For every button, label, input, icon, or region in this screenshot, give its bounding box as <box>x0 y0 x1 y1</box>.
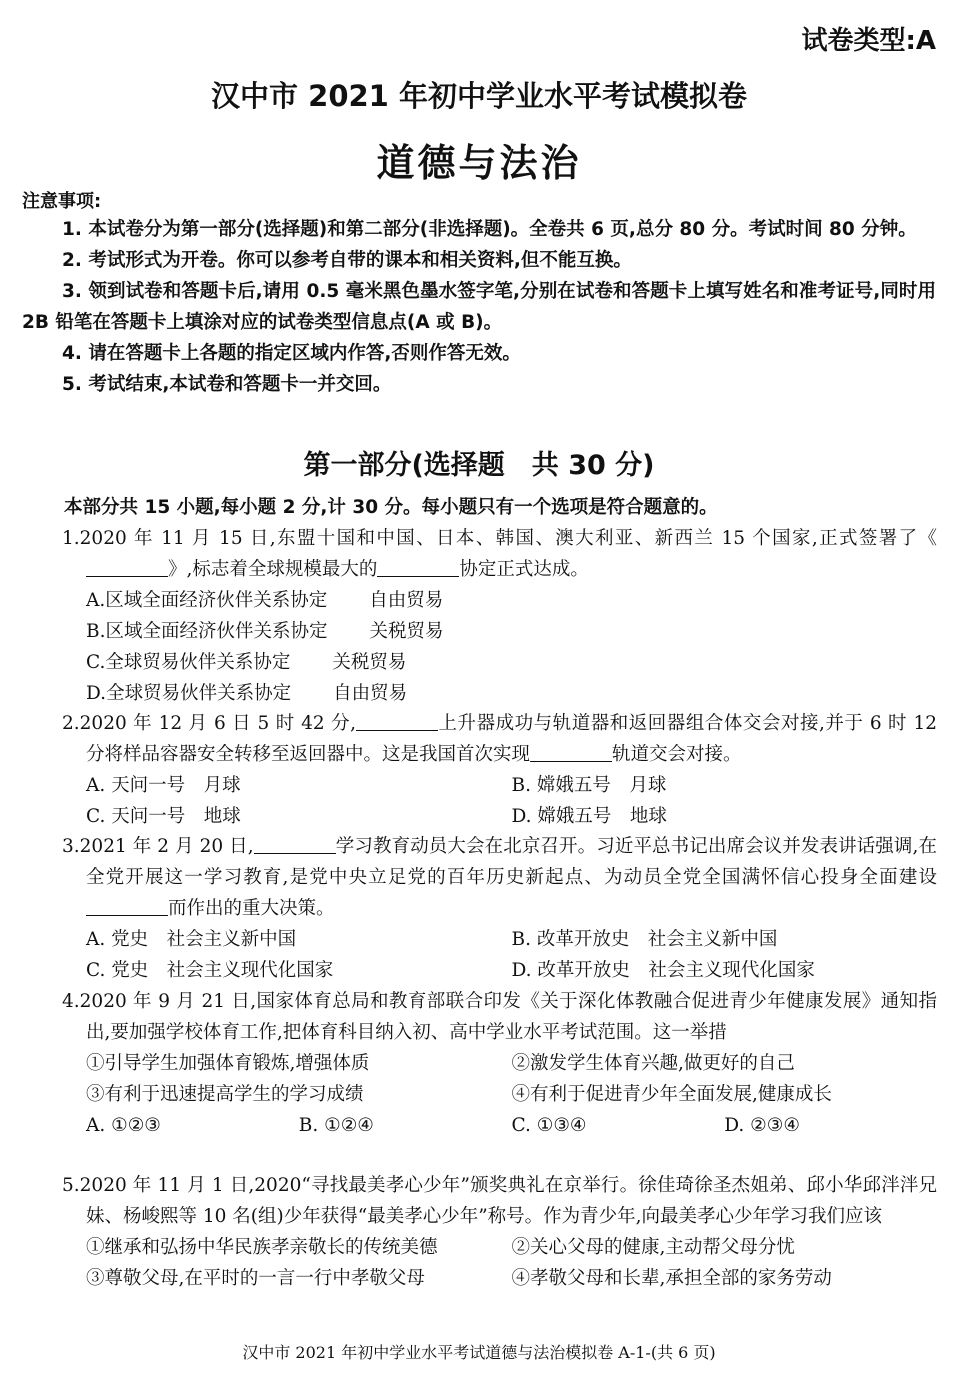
notice-item: 1. 本试卷分为第一部分(选择题)和第二部分(非选择题)。全卷共 6 页,总分 80 分。考试时间 80 分钟。 <box>62 219 917 240</box>
statement-row <box>62 1048 937 1079</box>
statement-row <box>62 1079 937 1110</box>
option-b: B. 嫦娥五号 月球 <box>511 775 667 796</box>
exam-title: 汉中市 2021 年初中学业水平考试模拟卷 <box>211 79 747 113</box>
notice-item: 2. 考试形式为开卷。你可以参考自带的课本和相关资料,但不能互换。 <box>62 250 632 271</box>
statement-1: ①继承和弘扬中华民族孝亲敬长的传统美德 <box>86 1237 438 1258</box>
option-d: D. 嫦娥五号 地球 <box>511 806 667 827</box>
statement-4: ④有利于促进青少年全面发展,健康成长 <box>511 1084 832 1105</box>
statement-3: ③尊敬父母,在平时的一言一行中孝敬父母 <box>86 1268 425 1289</box>
question-2 <box>62 708 937 832</box>
statement-1: ①引导学生加强体育锻炼,增强体质 <box>86 1053 370 1074</box>
question-3 <box>62 831 937 986</box>
notice-item: 3. 领到试卷和答题卡后,请用 0.5 毫米黑色墨水签字笔,分别在试卷和答题卡上填写姓名和准考证号,同时用 2B 铅笔在答题卡上填涂对应的试卷类型信息点(A 或 B)。 <box>22 281 936 333</box>
option-row <box>62 924 937 955</box>
question-stem: 4.2020 年 9 月 21 日,国家体育总局和教育部联合印发《关于深化体教融合促进青少年健康发展》通知指出,要加强学校体育工作,把体育科目纳入初、高中学业水平考试范围。这一举措 <box>62 991 937 1043</box>
answer-blank <box>254 833 336 854</box>
option-c: C. 党史 社会主义现代化国家 <box>86 960 334 981</box>
option-a: A. 党史 社会主义新中国 <box>86 929 297 950</box>
option-row <box>62 770 937 801</box>
statement-row <box>62 1232 937 1263</box>
question-stem: 5.2020 年 11 月 1 日,2020“寻找最美孝心少年”颁奖典礼在京举行。徐佳琦徐圣杰姐弟、邱小华邱泮泮兄妹、杨峻熙等 10 名(组)少年获得“最美孝心少年”称号。作为青少年,向最美孝心少年学习我们应该 <box>62 1175 937 1227</box>
option-row <box>62 1110 937 1141</box>
option-d: D. ②③④ <box>724 1115 800 1136</box>
option-a: A. ①②③ <box>86 1115 161 1136</box>
answer-blank <box>530 741 612 762</box>
subject-title: 道德与法治 <box>376 141 582 185</box>
notice-item: 5. 考试结束,本试卷和答题卡一并交回。 <box>62 374 392 395</box>
option-row <box>62 955 937 986</box>
option-b: B. ①②④ <box>298 1115 374 1136</box>
option-c: C. 天问一号 地球 <box>86 806 241 827</box>
paper-type-label: 试卷类型:A <box>801 26 936 56</box>
option-row <box>62 801 937 832</box>
statement-row <box>62 1263 937 1294</box>
question-stem: 2.2020 年 12 月 6 日 5 时 42 分, 上升器成功与轨道器和返回器组合体交会对接,并于 6 时 12 分将样品容器安全转移至返回器中。这是我国首次实现 轨道交会对接。 <box>62 708 937 770</box>
question-stem: 3.2021 年 2 月 20 日, 学习教育动员大会在北京召开。习近平总书记出席会议并发表讲话强调,在全党开展这一学习教育,是党中央立足党的百年历史新起点、为动员全党全国满怀信心投身全面建设而作出的重大决策。 <box>62 831 937 924</box>
option-b: B. 改革开放史 社会主义新中国 <box>511 929 778 950</box>
part1-description: 本部分共 15 小题,每小题 2 分,计 30 分。每小题只有一个选项是符合题意的。 <box>64 497 718 518</box>
question-1 <box>62 523 937 709</box>
notice-item: 4. 请在答题卡上各题的指定区域内作答,否则作答无效。 <box>62 343 521 364</box>
notice-heading: 注意事项: <box>22 191 102 212</box>
notice-list <box>22 214 936 400</box>
question-stem: 1.2020 年 11 月 15 日,东盟十国和中国、日本、韩国、澳大利亚、新西兰 15 个国家,正式签署了《》,标志着全球规模最大的 协定正式达成。 <box>62 528 937 580</box>
statement-3: ③有利于迅速提高学生的学习成绩 <box>86 1084 364 1105</box>
option-a: A. 天问一号 月球 <box>86 775 241 796</box>
statement-4: ④孝敬父母和长辈,承担全部的家务劳动 <box>511 1268 832 1289</box>
part1-heading: 第一部分(选择题 共 30 分) <box>303 450 655 481</box>
option-a: A.区域全面经济伙伴关系协定 自由贸易 <box>86 590 444 611</box>
statement-2: ②关心父母的健康,主动帮父母分忧 <box>511 1237 795 1258</box>
answer-blank <box>356 710 438 731</box>
statement-2: ②激发学生体育兴趣,做更好的自己 <box>511 1053 795 1074</box>
answer-blank <box>86 895 168 916</box>
option-d: D.全球贸易伙伴关系协定 自由贸易 <box>86 683 408 704</box>
question-4 <box>62 986 937 1141</box>
option-c: C.全球贸易伙伴关系协定 关税贸易 <box>86 652 407 673</box>
option-d: D. 改革开放史 社会主义现代化国家 <box>511 960 815 981</box>
answer-blank <box>86 556 168 577</box>
question-5 <box>62 1170 937 1294</box>
page-footer: 汉中市 2021 年初中学业水平考试道德与法治模拟卷 A-1-(共 6 页) <box>242 1343 716 1362</box>
option-b: B.区域全面经济伙伴关系协定 关税贸易 <box>86 621 444 642</box>
option-c: C. ①③④ <box>511 1115 587 1136</box>
answer-blank <box>377 556 459 577</box>
